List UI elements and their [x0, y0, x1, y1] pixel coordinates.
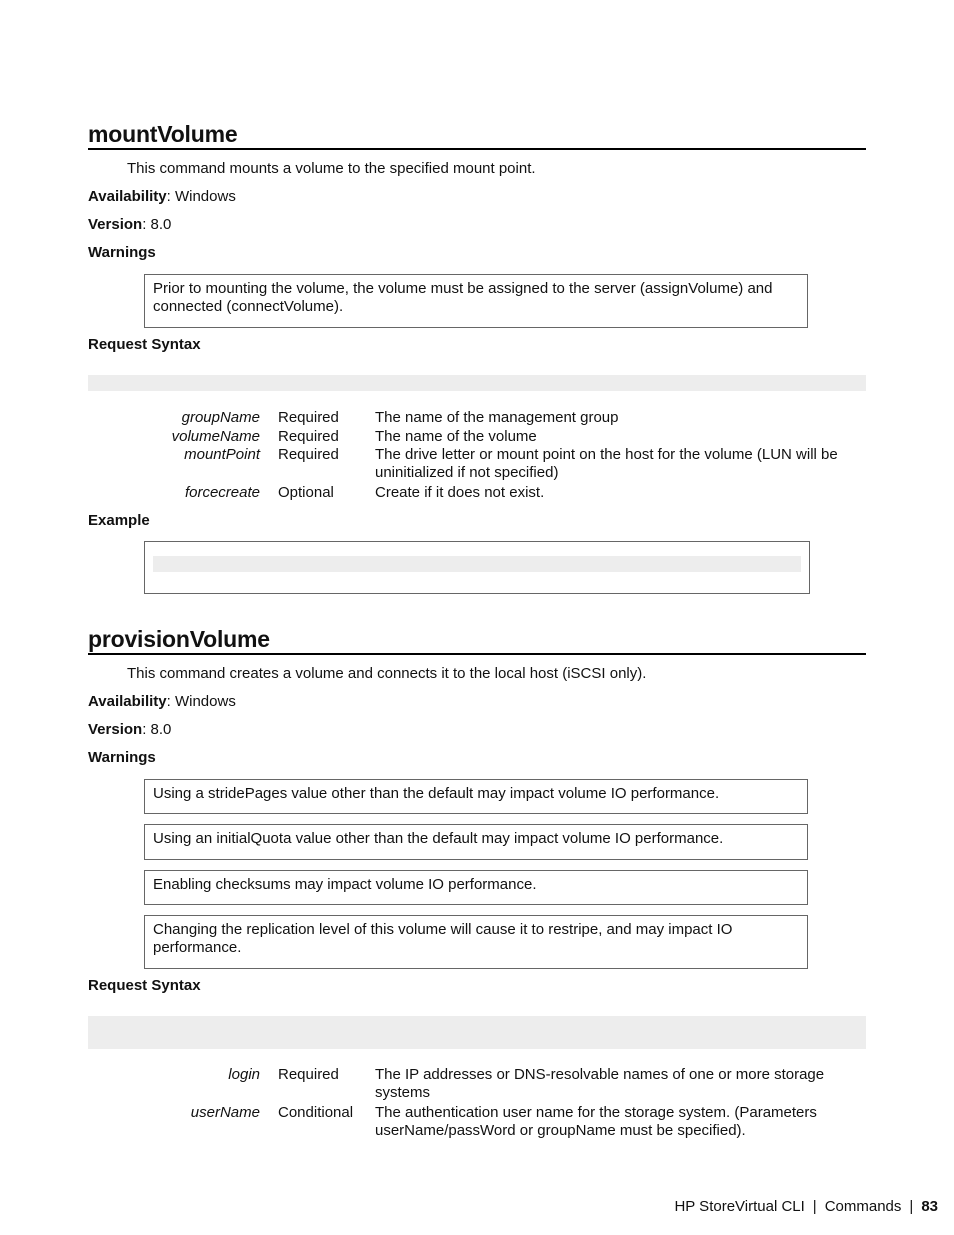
page-number: 83 [921, 1198, 938, 1215]
param-description: The IP addresses or DNS-resolvable names of one or more storage systems [375, 1066, 825, 1101]
param-row [88, 446, 866, 482]
version-value: : 8.0 [142, 721, 172, 738]
param-name: groupName [181, 409, 260, 426]
mountvolume-version [88, 216, 171, 234]
param-name: forcecreate [184, 484, 260, 501]
param-description: The authentication user name for the storage system. (Parameters userName/passWord or groupName must be specified). [375, 1104, 817, 1139]
param-row [88, 428, 866, 446]
param-requirement: Conditional [278, 1104, 354, 1121]
provisionvolume-intro: This command creates a volume and connects it to the local host (iSCSI only). [127, 665, 647, 682]
param-name: mountPoint [184, 446, 260, 463]
footer-separator: | [812, 1198, 817, 1215]
provisionvolume-warning-box: Changing the replication level of this volume will cause it to restripe, and may impact IO performance. [144, 915, 808, 969]
footer-chapter: Commands [824, 1198, 902, 1215]
param-row [88, 1066, 866, 1102]
version-value: : 8.0 [142, 216, 172, 233]
mountvolume-syntax-code-block [88, 375, 866, 391]
availability-label: Availability [88, 188, 167, 205]
provisionvolume-warning-box: Using a stridePages value other than the default may impact volume IO performance. [144, 779, 808, 814]
provisionvolume-availability [88, 693, 236, 711]
provisionvolume-warnings-heading: Warnings [88, 749, 156, 766]
param-requirement: Required [278, 428, 339, 445]
mountvolume-example-box [144, 541, 810, 594]
mountvolume-example-heading: Example [88, 512, 150, 529]
provisionvolume-request-syntax-heading: Request Syntax [88, 977, 201, 994]
provisionvolume-warning-box: Enabling checksums may impact volume IO performance. [144, 870, 808, 905]
availability-label: Availability [88, 693, 167, 710]
param-requirement: Required [278, 446, 339, 463]
mountvolume-availability [88, 188, 236, 206]
param-name: userName [190, 1104, 260, 1121]
param-row [88, 1104, 866, 1140]
param-description: The drive letter or mount point on the host for the volume (LUN will be uninitialized if not specified) [375, 446, 838, 481]
param-description: Create if it does not exist. [375, 484, 545, 501]
param-requirement: Required [278, 409, 339, 426]
param-name: volumeName [171, 428, 260, 445]
param-description: The name of the volume [375, 428, 537, 445]
version-label: Version [88, 216, 143, 233]
provisionvolume-syntax-code-block [88, 1016, 866, 1049]
section-title-provisionvolume: provisionVolume [88, 625, 866, 655]
provisionvolume-warning-box: Using an initialQuota value other than the default may impact volume IO performance. [144, 824, 808, 860]
mountvolume-warnings-heading: Warnings [88, 244, 156, 261]
provisionvolume-version [88, 721, 171, 739]
footer-doc-title: HP StoreVirtual CLI [674, 1198, 805, 1215]
param-name: login [228, 1066, 260, 1083]
param-requirement: Required [278, 1066, 339, 1083]
page-footer [674, 1198, 938, 1216]
param-description: The name of the management group [375, 409, 619, 426]
mountvolume-intro: This command mounts a volume to the specified mount point. [127, 160, 536, 177]
availability-value: : Windows [166, 188, 236, 205]
footer-separator: | [909, 1198, 914, 1215]
version-label: Version [88, 721, 143, 738]
param-row [88, 484, 866, 502]
section-title-mountvolume: mountVolume [88, 120, 866, 150]
availability-value: : Windows [166, 693, 236, 710]
example-code-block [153, 556, 801, 572]
param-row [88, 409, 866, 427]
mountvolume-request-syntax-heading: Request Syntax [88, 336, 201, 353]
param-requirement: Optional [278, 484, 334, 501]
mountvolume-warning-box: Prior to mounting the volume, the volume must be assigned to the server (assignVolume) and connected (connectVolume). [144, 274, 808, 328]
